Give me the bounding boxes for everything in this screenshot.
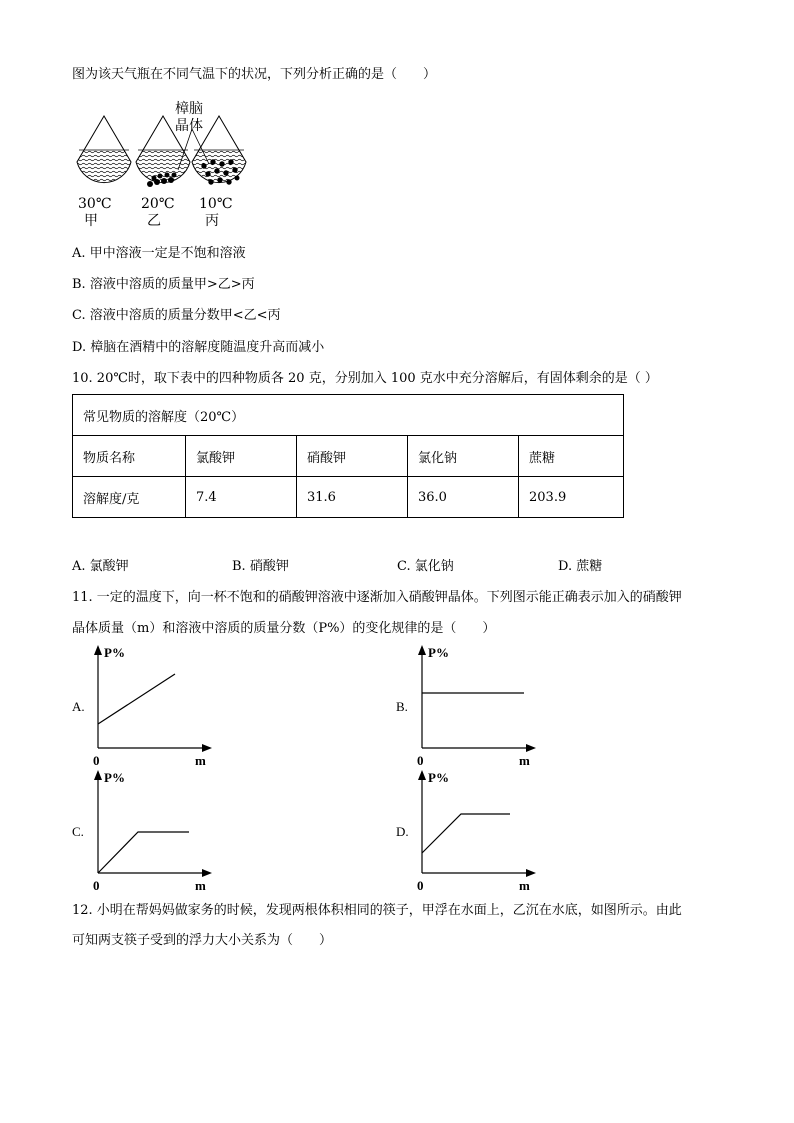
graph-c-line [98,832,189,873]
table-header-cell: 氯酸钾 [186,436,297,477]
flask-name-yi: 乙 [147,213,161,229]
flask-temp-yi: 20℃ [141,196,175,212]
graph-a-line [98,674,175,724]
q9-option-c[interactable]: C. 溶液中溶质的质量分数甲<乙<丙 [72,308,281,323]
flask-name-bing: 丙 [205,213,219,229]
table-header-cell: 物质名称 [73,436,186,477]
table-header-cell: 硝酸钾 [297,436,408,477]
table-cell: 36.0 [408,477,519,518]
table-caption: 常见物质的溶解度（20℃） [73,395,624,436]
table-cell: 溶解度/克 [73,477,186,518]
graph-c-y-label: P% [104,770,125,785]
q9-option-b[interactable]: B. 溶液中溶质的质量甲>乙>丙 [72,277,255,292]
weather-flask-figure [70,98,260,234]
graph-c-x-label: m [195,878,206,893]
table-cell: 203.9 [519,477,624,518]
flask-temp-jia: 30℃ [78,196,112,212]
graph-b-label[interactable]: B. [396,699,408,714]
q10-option-d[interactable]: D. 蔗糖 [558,559,603,574]
table-header-row [73,436,624,477]
table-header-cell: 蔗糖 [519,436,624,477]
solubility-table [72,394,624,518]
crystal-label-2: 晶体 [175,118,203,134]
graph-a-label[interactable]: A. [72,699,85,714]
flask-name-jia: 甲 [84,213,98,229]
graph-d-line [422,814,510,853]
flask-temp-bing: 10℃ [199,196,233,212]
graph-a-y-label: P% [104,645,125,660]
q9-option-a[interactable]: A. 甲中溶液一定是不饱和溶液 [72,246,246,261]
q12-stem-line2: 可知两支筷子受到的浮力大小关系为（ ） [72,933,333,948]
q10-option-a[interactable]: A. 氯酸钾 [72,559,129,574]
graph-c-label[interactable]: C. [72,824,84,839]
crystal-label-1: 樟脑 [175,101,203,117]
graph-a-x-label: m [195,753,206,768]
q11-stem-line2: 晶体质量（m）和溶液中溶质的质量分数（P%）的变化规律的是（ ） [72,621,496,636]
graph-d-y-label: P% [428,770,449,785]
q10-option-c[interactable]: C. 氯化钠 [397,559,454,574]
q12-stem-line1: 12. 小明在帮妈妈做家务的时候，发现两根体积相同的筷子，甲浮在水面上，乙沉在水底，如图所示。由此 [72,903,682,918]
table-cell: 7.4 [186,477,297,518]
q9-stem: 图为该天气瓶在不同气温下的状况，下列分析正确的是（ ） [72,67,437,82]
graph-c-origin: 0 [93,878,100,893]
q11-stem-line1: 11. 一定的温度下，向一杯不饱和的硝酸钾溶液中逐渐加入硝酸钾晶体。下列图示能正确表示加入的硝酸钾 [72,590,682,605]
q9-option-d[interactable]: D. 樟脑在酒精中的溶解度随温度升高而减小 [72,340,325,355]
flask-jia [70,116,140,200]
table-header-cell: 氯化钠 [408,436,519,477]
table-row [73,477,624,518]
graph-b-x-label: m [519,753,530,768]
table-cell: 31.6 [297,477,408,518]
graph-a-origin: 0 [93,753,100,768]
q10-option-b[interactable]: B. 硝酸钾 [232,559,289,574]
graph-b-y-label: P% [428,645,449,660]
graph-d-x-label: m [519,878,530,893]
graph-b-origin: 0 [417,753,424,768]
graph-d-label[interactable]: D. [396,824,409,839]
q10-stem: 10. 20℃时，取下表中的四种物质各 20 克，分别加入 100 克水中充分溶解后，有固体剩余的是（ ） [72,371,658,386]
graph-d-origin: 0 [417,878,424,893]
